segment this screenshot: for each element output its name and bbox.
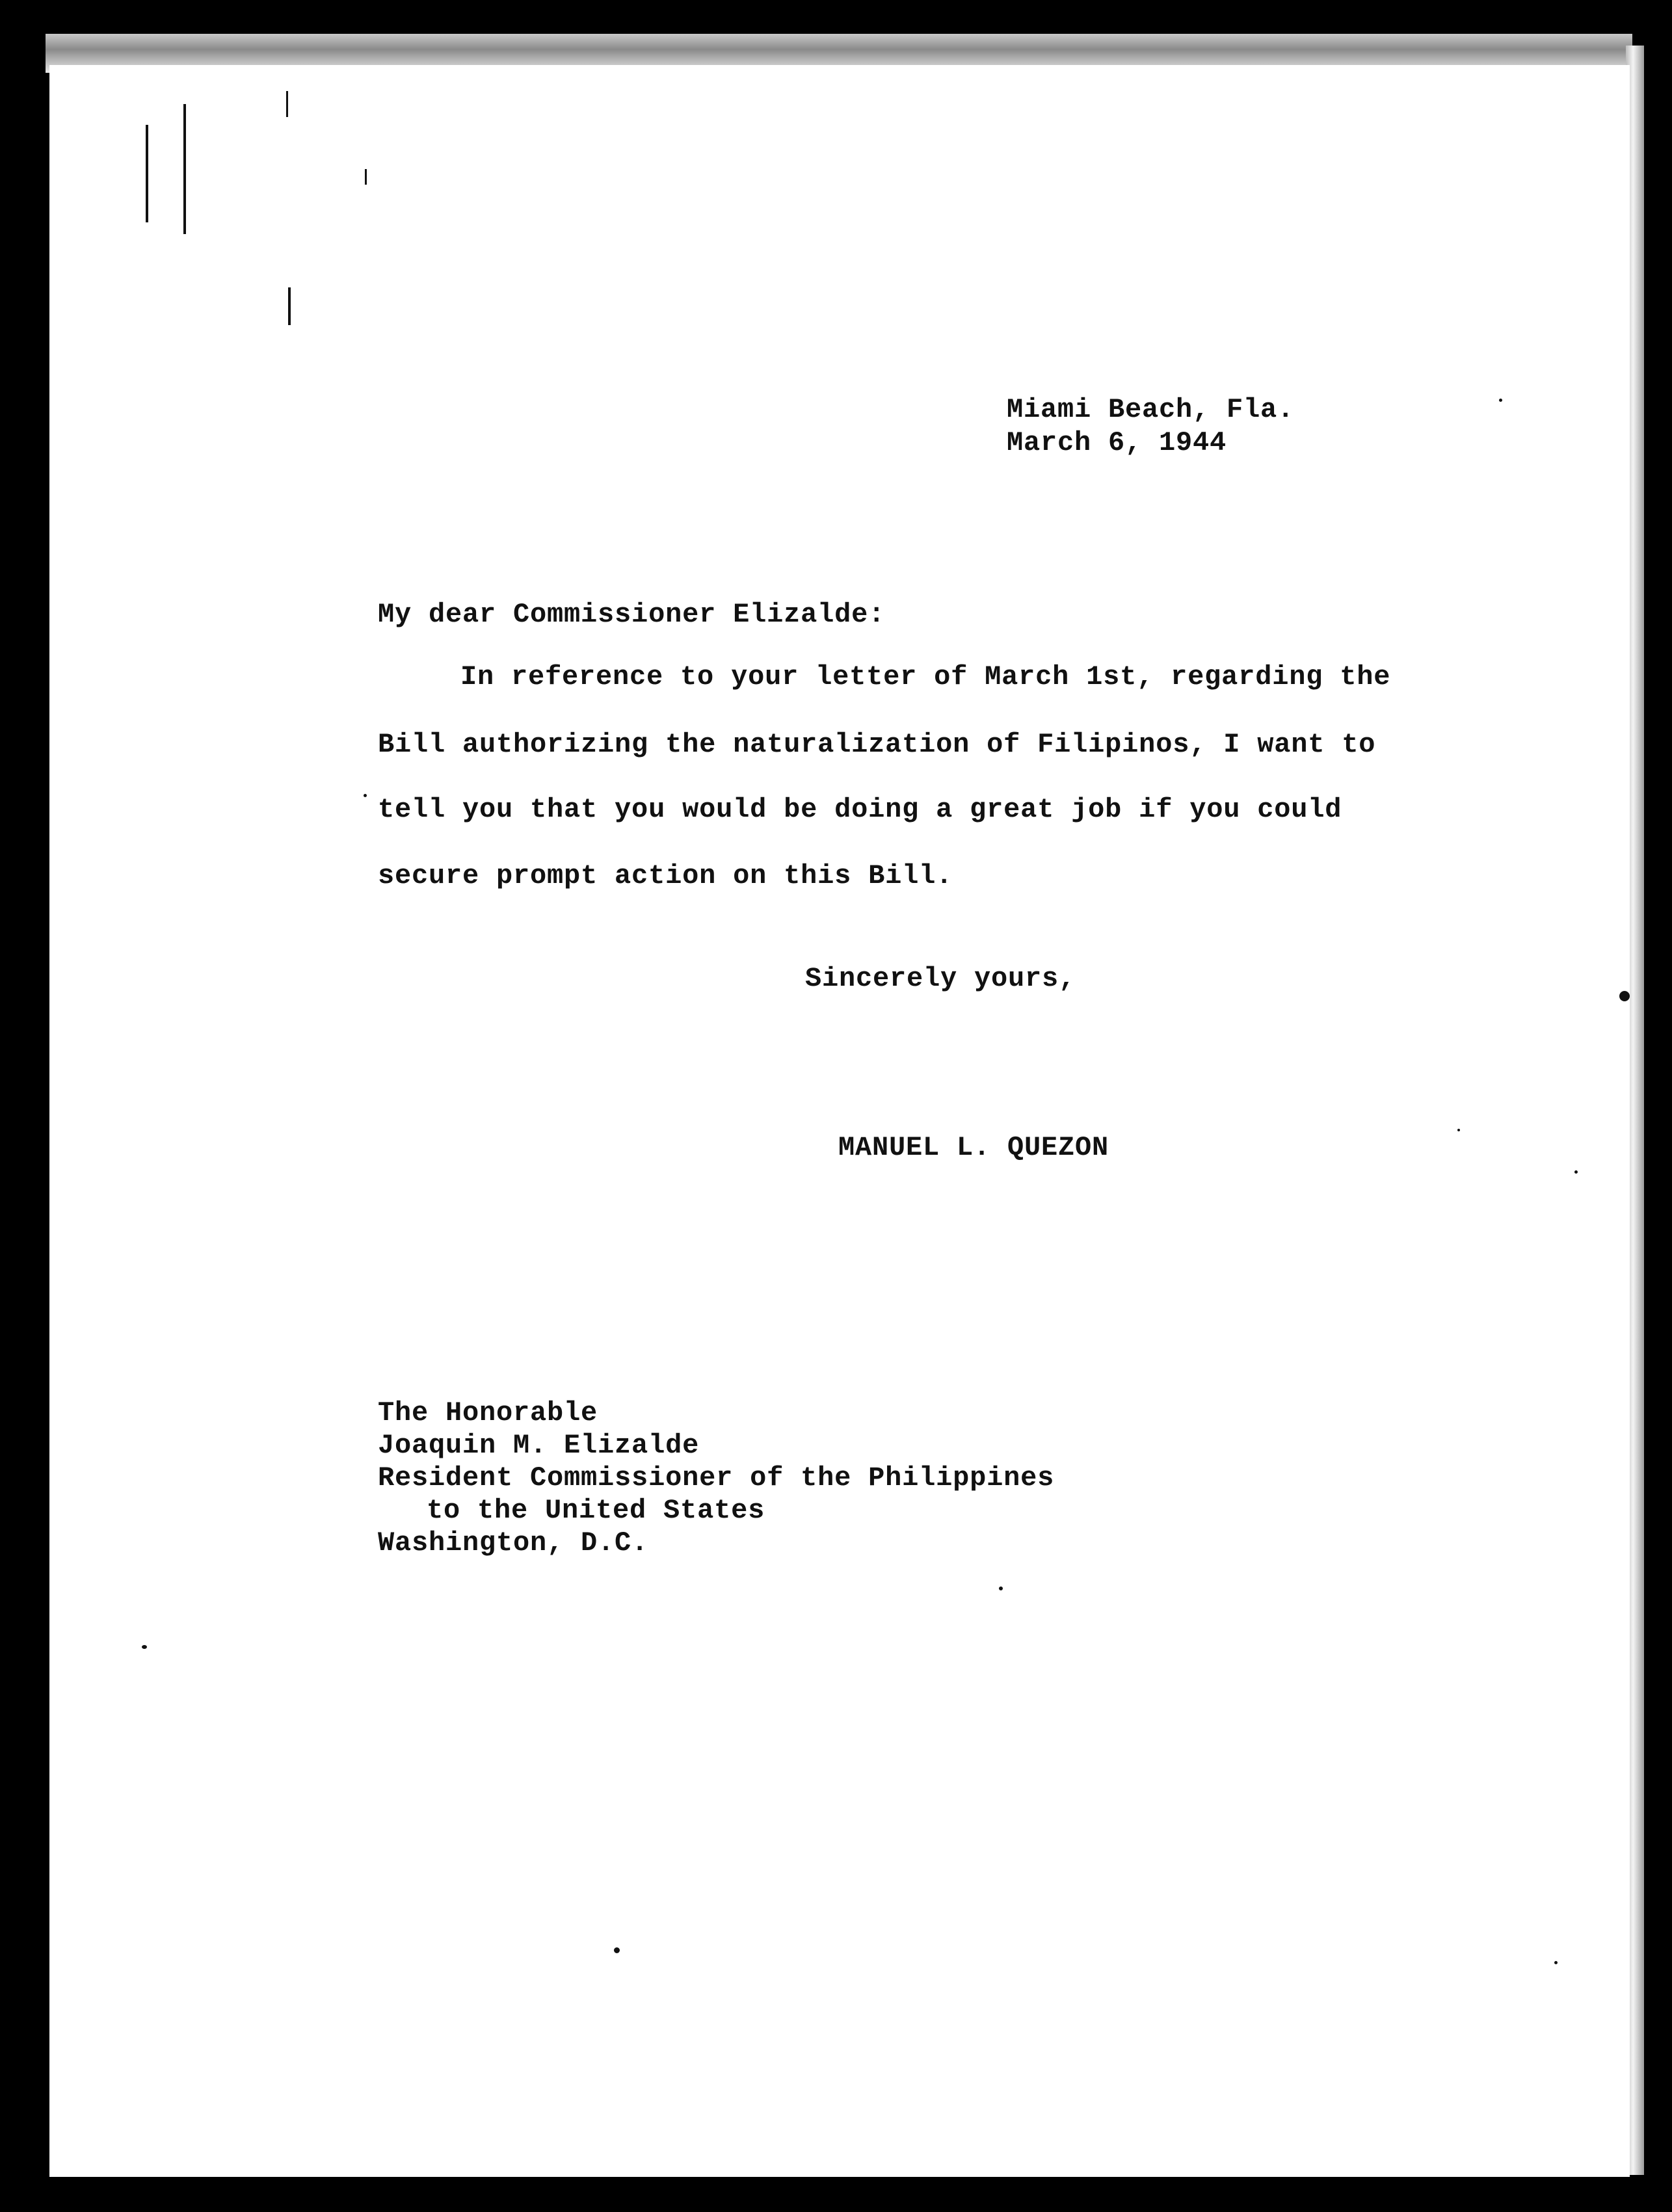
letter-page bbox=[49, 65, 1630, 2177]
ink-speck bbox=[1574, 1170, 1578, 1174]
signature: MANUEL L. QUEZON bbox=[838, 1132, 1109, 1163]
ink-speck bbox=[614, 1947, 620, 1953]
letter-date: March 6, 1944 bbox=[1007, 427, 1227, 458]
margin-mark bbox=[286, 91, 288, 117]
recipient-line: Joaquin M. Elizalde bbox=[378, 1430, 700, 1461]
body-line: secure prompt action on this Bill. bbox=[378, 860, 953, 891]
margin-mark bbox=[365, 169, 367, 185]
margin-mark bbox=[183, 104, 186, 234]
margin-mark bbox=[288, 287, 291, 325]
ink-speck bbox=[1554, 1961, 1558, 1964]
recipient-line: The Honorable bbox=[378, 1397, 598, 1429]
ink-speck bbox=[1619, 991, 1630, 1001]
body-line: Bill authorizing the naturalization of Filipinos, I want to bbox=[378, 729, 1376, 760]
recipient-line: Washington, D.C. bbox=[378, 1527, 649, 1559]
ink-speck bbox=[364, 794, 367, 797]
closing: Sincerely yours, bbox=[805, 963, 1076, 994]
margin-mark bbox=[146, 125, 148, 222]
salutation: My dear Commissioner Elizalde: bbox=[378, 599, 886, 630]
ink-speck bbox=[142, 1645, 147, 1649]
ink-speck bbox=[1457, 1129, 1460, 1131]
recipient-line: to the United States bbox=[427, 1495, 765, 1526]
body-line: In reference to your letter of March 1st, regarding the bbox=[460, 661, 1391, 692]
body-line: tell you that you would be doing a great job if you could bbox=[378, 794, 1342, 825]
ink-speck bbox=[1499, 399, 1502, 402]
letter-place: Miami Beach, Fla. bbox=[1007, 394, 1295, 425]
ink-speck bbox=[999, 1587, 1003, 1590]
recipient-line: Resident Commissioner of the Philippines bbox=[378, 1462, 1055, 1494]
